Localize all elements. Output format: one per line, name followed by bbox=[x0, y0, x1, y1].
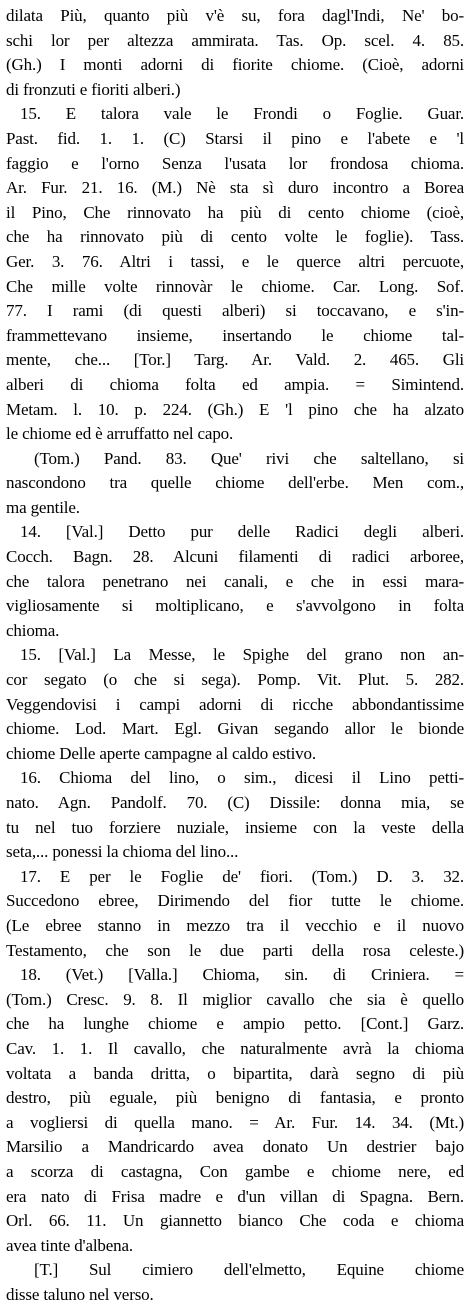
text-line: il Pino, Che rinnovato ha più di cento chiome (cioè, bbox=[6, 202, 464, 222]
text-line: vigliosamente si moltiplicano, e s'avvolgono in folta bbox=[6, 596, 464, 616]
text-line: chiome Delle aperte campagne al caldo estivo. bbox=[6, 743, 316, 763]
text-line: Testamento, che son le due parti della rosa celeste.) bbox=[6, 940, 464, 960]
text-line: (Tom.) Cresc. 9. 8. Il miglior cavallo che sia è quello bbox=[6, 989, 464, 1009]
text-line: Cav. 1. 1. Il cavallo, che naturalmente avrà la chioma bbox=[6, 1038, 464, 1058]
text-line: che ha rinnovato più di cento volte le foglie). Tass. bbox=[6, 227, 464, 247]
text-line: cor segato (o che si sega). Pomp. Vit. Plut. 5. 282. bbox=[6, 670, 464, 690]
text-line: Veggendovisi i campi adorni di ricche abbondantissime bbox=[6, 694, 464, 714]
entry-heading-line: 16. Chioma del lino, o sim., dicesi il Lino petti- bbox=[20, 768, 464, 788]
text-line: a scorza di castagna, Con gambe e chiome nere, ed bbox=[6, 1161, 464, 1181]
text-line: dilata Più, quanto più v'è su, fora dagl'Indi, Ne' bo- bbox=[6, 6, 464, 25]
text-line: avea tinte d'albena. bbox=[6, 1235, 134, 1255]
text-line: Ger. 3. 76. Altri i tassi, e le querce altri percuote, bbox=[6, 251, 464, 271]
entry-heading-line: 15. E talora vale le Frondi o Foglie. Guar. bbox=[20, 104, 464, 124]
entry-heading-line: 14. [Val.] Detto pur delle Radici degli alberi. bbox=[20, 522, 464, 542]
text-line: che ha lunghe chiome e ampio petto. [Cont.] Garz. bbox=[6, 1014, 464, 1034]
text-line: seta,... ponessi la chioma del lino... bbox=[6, 842, 239, 862]
text-line: Ar. Fur. 21. 16. (M.) Nè sta sì duro incontro a Borea bbox=[6, 178, 464, 198]
text-line: Cocch. Bagn. 28. Alcuni filamenti di radici arboree, bbox=[6, 547, 464, 567]
text-line: 77. I rami (di questi alberi) si toccavano, e s'in- bbox=[6, 301, 464, 321]
text-line: Orl. 66. 11. Un giannetto bianco Che coda e chioma bbox=[6, 1211, 464, 1231]
text-line: voltata a banda dritta, o bipartita, darà segno di più bbox=[6, 1063, 464, 1083]
text-line: mente, che... [Tor.] Targ. Ar. Vald. 2. 465. Gli bbox=[6, 350, 464, 370]
text-line: di fronzuti e fioriti alberi.) bbox=[6, 79, 181, 99]
text-line: a vogliersi di quella mano. = Ar. Fur. 14. 34. (Mt.) bbox=[6, 1112, 464, 1132]
text-line: Marsilio a Mandricardo avea donato Un destrier bajo bbox=[6, 1137, 464, 1157]
text-line: Che mille volte rinnovàr le chiome. Car. Long. Sof. bbox=[6, 276, 464, 296]
text-line: disse taluno nel verso. bbox=[6, 1284, 154, 1304]
text-line: faggio e l'orno Senza l'usata lor frondosa chioma. bbox=[6, 153, 464, 173]
text-line: alberi di chioma folta ed ampia. = Simintend. bbox=[6, 374, 464, 394]
text-line: [T.] Sul cimiero dell'elmetto, Equine chiome bbox=[34, 1260, 464, 1280]
entry-heading-line: 18. (Vet.) [Valla.] Chioma, sin. di Criniera. = bbox=[20, 965, 464, 985]
text-line: frammettevano insieme, insertando le chiome tal- bbox=[6, 325, 464, 345]
text-line: Succedono ebree, Dirimendo del fior tutte le chiome. bbox=[6, 891, 464, 911]
text-line: schi lor per altezza ammirata. Tas. Op. scel. 4. 85. bbox=[6, 30, 464, 50]
text-line: tu nel tuo forziere nuziale, insieme con la veste della bbox=[6, 817, 464, 837]
entry-heading-line: 17. E per le Foglie de' fiori. (Tom.) D. 3. 32. bbox=[20, 866, 464, 886]
text-line: destro, più eguale, più benigno di fantasia, e pronto bbox=[6, 1088, 464, 1108]
entry-heading-line: 15. [Val.] La Messe, le Spighe del grano non an- bbox=[20, 645, 464, 665]
text-line: (Tom.) Pand. 83. Que' rivi che saltellano, si bbox=[34, 448, 464, 468]
text-line: che talora penetrano nei canali, e che in essi mara- bbox=[6, 571, 464, 591]
text-line: chiome. Lod. Mart. Egl. Givan segando allor le bionde bbox=[6, 719, 464, 739]
text-line: era nato di Frisa madre e d'un villan di Spagna. Bern. bbox=[6, 1186, 464, 1206]
text-line: nato. Agn. Pandolf. 70. (C) Dissile: donna mia, se bbox=[6, 793, 464, 812]
text-line: (Le ebree stanno in mezzo tra il vecchio e il nuovo bbox=[6, 915, 464, 935]
text-line: nascondono tra quelle chiome dell'erbe. Men com., bbox=[6, 473, 464, 493]
text-line: chioma. bbox=[6, 620, 60, 640]
text-line: Metam. l. 10. p. 224. (Gh.) E 'l pino che ha alzato bbox=[6, 399, 464, 419]
text-line: Past. fid. 1. 1. (C) Starsi il pino e l'abete e 'l bbox=[6, 128, 464, 148]
text-line: le chiome ed è arruffatto nel capo. bbox=[6, 424, 234, 444]
text-line: ma gentile. bbox=[6, 497, 80, 517]
text-line: (Gh.) I monti adorni di fiorite chiome. (Cioè, adorni bbox=[6, 55, 464, 75]
